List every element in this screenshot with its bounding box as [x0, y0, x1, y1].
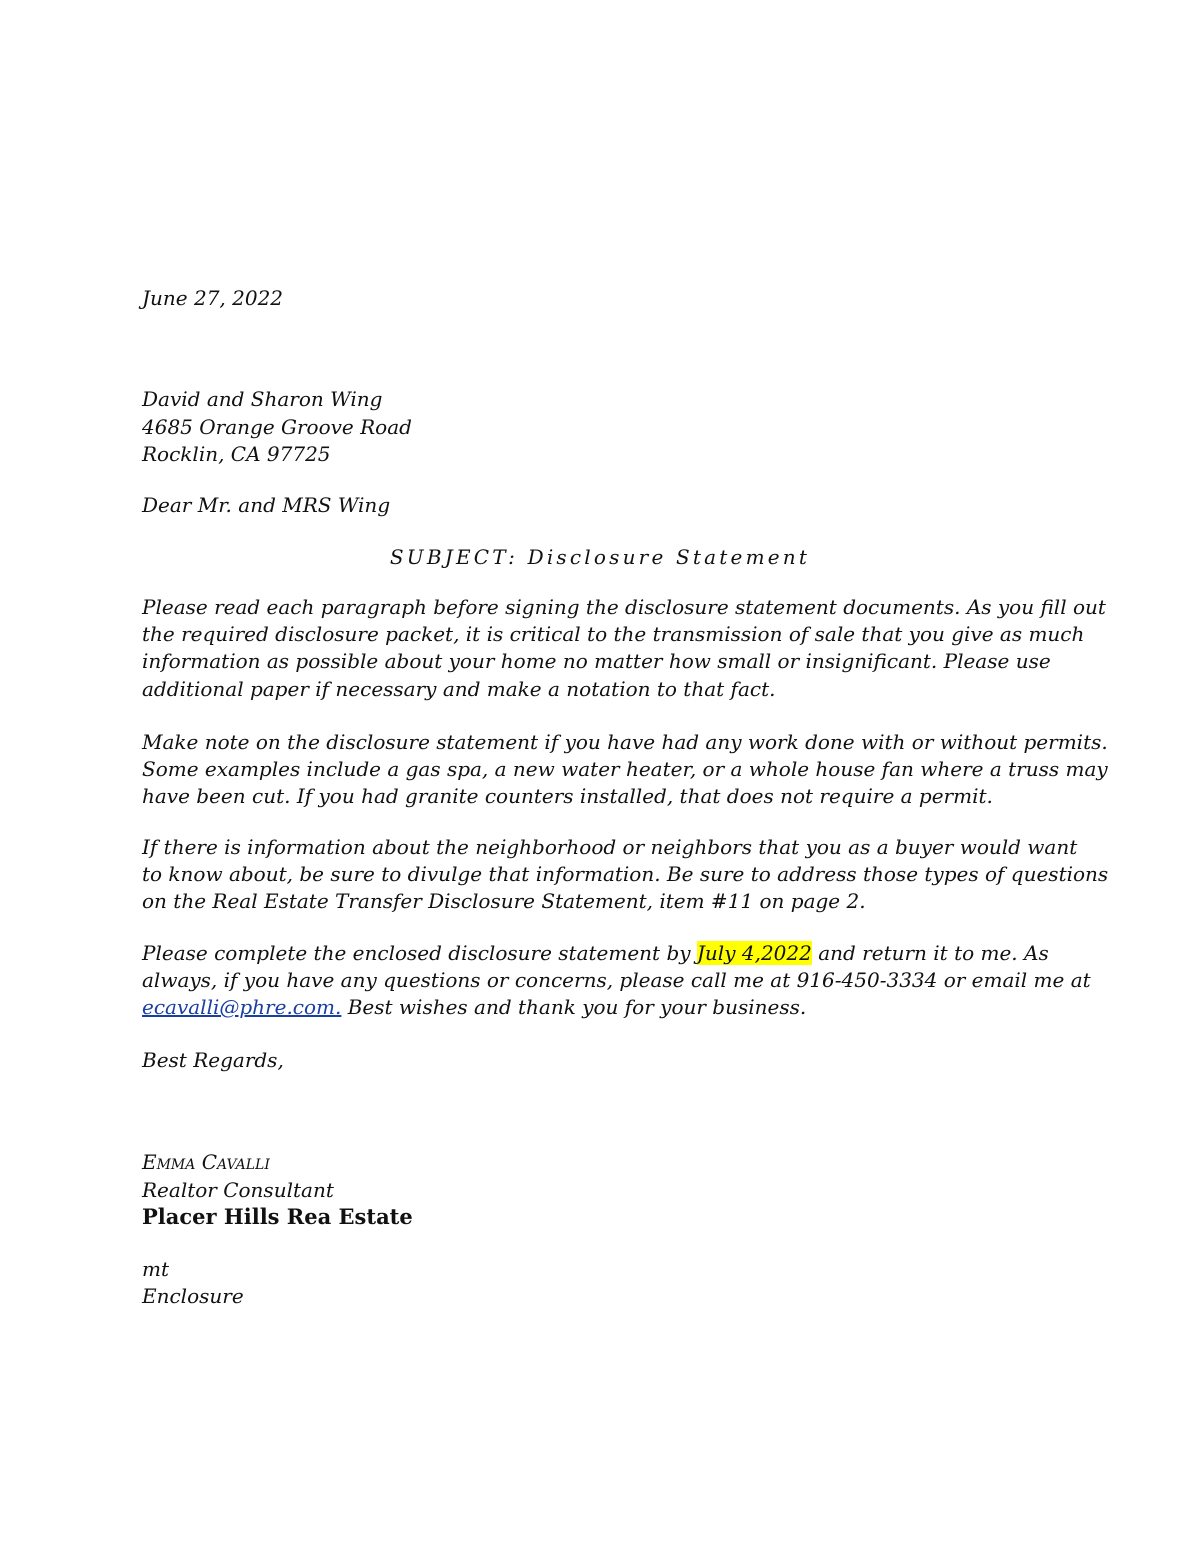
company-name: Placer Hills Rea Estate	[142, 1204, 413, 1229]
paragraph-line: information as possible about your home no matter how small or insignificant. Please use	[142, 649, 1051, 674]
body-paragraph-1	[142, 594, 1106, 703]
paragraph-line: If there is information about the neighborhood or neighbors that you as a buyer would want	[142, 835, 1078, 859]
paragraph-text: and return it to me. As	[811, 941, 1049, 965]
paragraph-line: the required disclosure packet, it is critical to the transmission of sale that you give as much	[142, 622, 1085, 647]
recipient-city: Rocklin, CA 97725	[142, 442, 331, 466]
paragraph-line	[142, 994, 1102, 1021]
paragraph-line: on the Real Estate Transfer Disclosure Statement, item #11 on page 2.	[142, 889, 866, 914]
reference-initials: mt	[142, 1257, 170, 1281]
paragraph-line: Some examples include a gas spa, a new water heater, or a whole house fan where a truss may	[142, 757, 1108, 782]
paragraph-line: Please read each paragraph before signing the disclosure statement documents. As you fill out	[142, 595, 1106, 619]
paragraph-line: to know about, be sure to divulge that information. Be sure to address those types of questions	[142, 862, 1109, 887]
signer-title: Realtor Consultant	[142, 1178, 334, 1202]
recipient-name: David and Sharon Wing	[142, 387, 383, 411]
recipient-street: 4685 Orange Groove Road	[142, 415, 412, 439]
subject-line: SUBJECT: Disclosure Statement	[389, 545, 811, 569]
paragraph-line: additional paper if necessary and make a notation to that fact.	[142, 676, 776, 701]
body-paragraph-4	[142, 940, 1102, 1022]
paragraph-line	[142, 940, 1102, 967]
paragraph-line: always, if you have any questions or concerns, please call me at 916-450-3334 or email me at	[142, 968, 1091, 993]
paragraph-line: Make note on the disclosure statement if you have had any work done with or without permits.	[142, 730, 1108, 754]
paragraph-text: Please complete the enclosed disclosure statement by	[142, 941, 697, 965]
paragraph-line: have been cut. If you had granite counters installed, that does not require a permit.	[142, 784, 993, 809]
enclosure-notation: Enclosure	[142, 1284, 244, 1308]
paragraph-text: Best wishes and thank you for your business.	[341, 995, 807, 1020]
body-paragraph-3	[142, 834, 1109, 916]
signer-name: Emma Cavalli	[142, 1150, 270, 1174]
body-paragraph-2	[142, 729, 1108, 811]
salutation: Dear Mr. and MRS Wing	[142, 493, 391, 517]
closing: Best Regards,	[142, 1048, 284, 1072]
email-link[interactable]: ecavalli@phre.com.	[142, 995, 342, 1020]
letter-date: June 27, 2022	[142, 286, 284, 310]
deadline-highlight: July 4,2022	[696, 941, 812, 965]
